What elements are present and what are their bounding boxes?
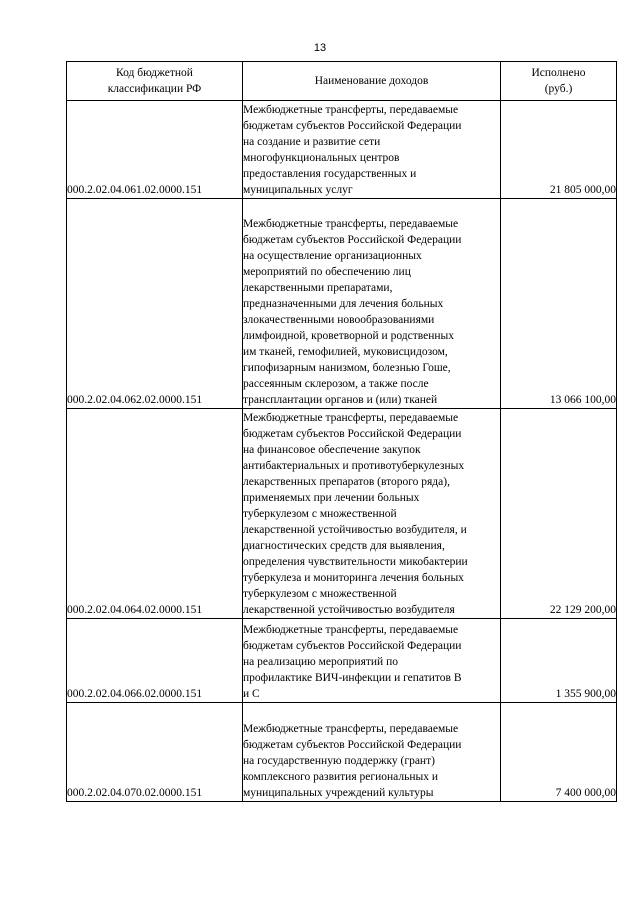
executed-amount: 13 066 100,00 [501,199,617,409]
executed-amount: 1 355 900,00 [501,619,617,703]
executed-amount: 22 129 200,00 [501,409,617,619]
revenue-name: Межбюджетные трансферты, передаваемые бюджетам субъектов Российской Федерации на финансовое обеспечение закупок антибактериальных и противотуберкулезных лекарственных препаратов (второго ряда), применяемых при лечении больных туберкулезом с множественной лекарственной устойчивостью возбудителя, и диагностических средств для выявления, определения чувствительности микобактерии туберкулеза и мониторинга лечения больных туберкулезом с множественной лекарственной устойчивостью возбудителя [243,409,501,619]
revenue-name: Межбюджетные трансферты, передаваемые бюджетам субъектов Российской Федерации на создание и развитие сети многофункциональных центров предоставления государственных и муниципальных услуг [243,101,501,199]
table-row [67,619,617,703]
executed-amount: 7 400 000,00 [501,703,617,802]
table-row [67,101,617,199]
page-number: 13 [313,42,327,54]
revenue-name: Межбюджетные трансферты, передаваемые бюджетам субъектов Российской Федерации на осуществление организационных мероприятий по обеспечению лиц лекарственными препаратами, предназначенными для лечения больных злокачественными новообразованиями лимфоидной, кроветворной и родственных им тканей, гемофилией, муковисцидозом, гипофизарным нанизмом, болезнью Гоше, рассеянным склерозом, а также после трансплантации органов и (или) тканей [243,199,501,409]
budget-revenue-table [66,61,617,802]
budget-code: 000.2.02.04.064.02.0000.151 [67,409,243,619]
header-amount: Исполнено (руб.) [501,62,617,101]
budget-code: 000.2.02.04.070.02.0000.151 [67,703,243,802]
budget-code: 000.2.02.04.062.02.0000.151 [67,199,243,409]
table-row [67,409,617,619]
budget-code: 000.2.02.04.061.02.0000.151 [67,101,243,199]
budget-code: 000.2.02.04.066.02.0000.151 [67,619,243,703]
table-header-row [67,62,617,101]
table-row [67,199,617,409]
revenue-name: Межбюджетные трансферты, передаваемые бюджетам субъектов Российской Федерации на государственную поддержку (грант) комплексного развития региональных и муниципальных учреждений культуры [243,703,501,802]
header-code: Код бюджетной классификации РФ [67,62,243,101]
executed-amount: 21 805 000,00 [501,101,617,199]
header-name: Наименование доходов [243,62,501,101]
table-row [67,703,617,802]
revenue-name: Межбюджетные трансферты, передаваемые бюджетам субъектов Российской Федерации на реализацию мероприятий по профилактике ВИЧ-инфекции и гепатитов В и С [243,619,501,703]
